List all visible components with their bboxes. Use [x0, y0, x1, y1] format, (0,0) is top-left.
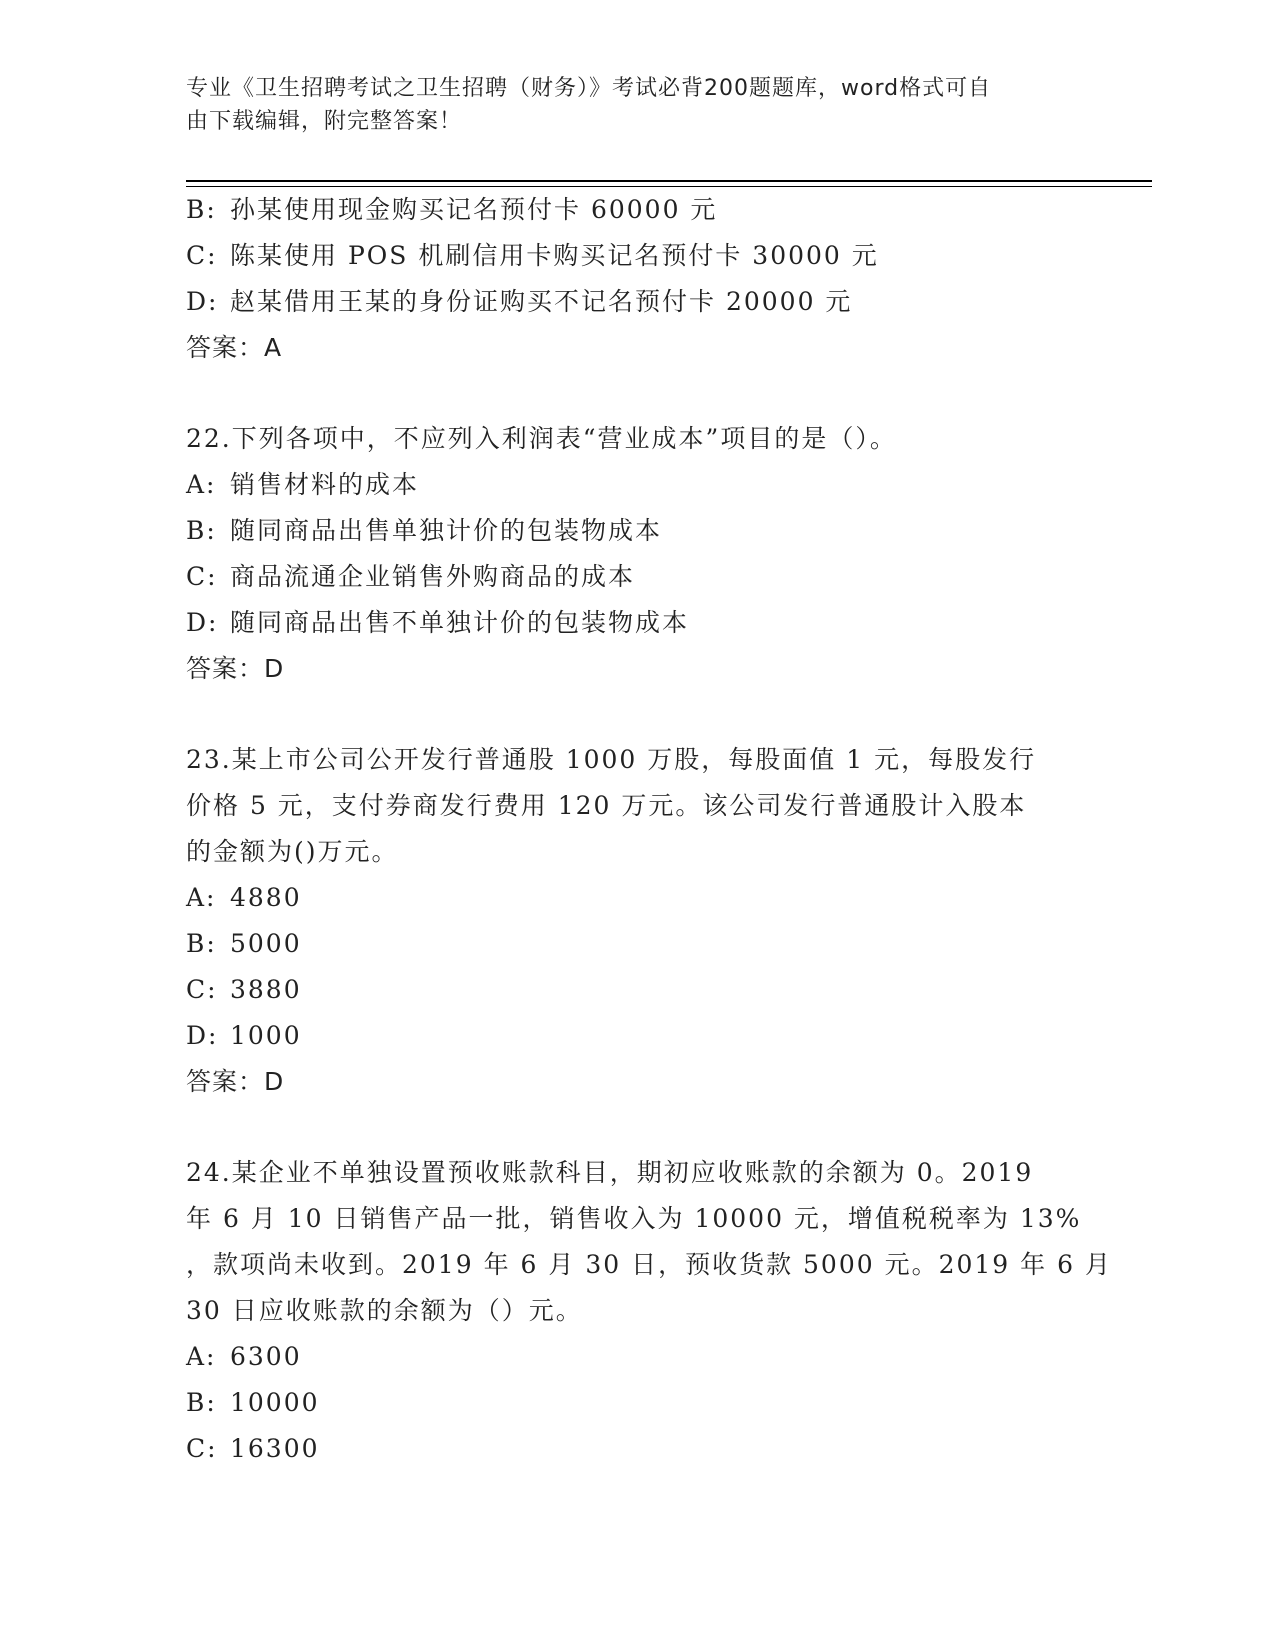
option-c	[186, 1426, 1066, 1472]
option-text: 随同商品出售不单独计价的包装物成本	[230, 608, 690, 637]
option-text: 销售材料的成本	[230, 470, 420, 499]
option-label: C:	[186, 975, 218, 1004]
question-stem: 22.下列各项中，不应列入利润表“营业成本”项目的是（）。	[186, 424, 897, 453]
option-d	[186, 279, 1066, 325]
question-stem-line: 年 6 月 10 日销售产品一批，销售收入为 10000 元，增值税税率为 13%	[186, 1204, 1082, 1233]
spacer	[186, 1105, 1066, 1150]
option-text: 3880	[230, 975, 302, 1004]
option-label: A:	[186, 1342, 217, 1371]
option-a	[186, 462, 1066, 508]
option-label: C:	[186, 1434, 218, 1463]
answer-line: 答案：D	[186, 1067, 285, 1096]
option-label: B:	[186, 1388, 217, 1417]
answer-line: 答案：A	[186, 333, 283, 362]
question-block-21	[186, 187, 1066, 371]
option-text: 4880	[230, 883, 302, 912]
option-c	[186, 967, 1066, 1013]
option-a	[186, 875, 1066, 921]
option-d	[186, 1013, 1066, 1059]
option-text: 孙某使用现金购买记名预付卡 60000 元	[230, 195, 718, 224]
option-label: D:	[186, 1021, 219, 1050]
option-label: A:	[186, 470, 217, 499]
option-c	[186, 233, 1066, 279]
question-stem-line: 24.某企业不单独设置预收账款科目，期初应收账款的余额为 0。2019	[186, 1158, 1034, 1187]
option-label: B:	[186, 929, 217, 958]
question-stem-line: 的金额为()万元。	[186, 837, 399, 866]
question-block-23	[186, 737, 1066, 1105]
header-line-2: 由下载编辑，附完整答案！	[186, 109, 463, 134]
option-b	[186, 1380, 1066, 1426]
question-block-22	[186, 416, 1066, 692]
option-text: 随同商品出售单独计价的包装物成本	[230, 516, 663, 545]
option-label: C:	[186, 562, 218, 591]
option-b	[186, 508, 1066, 554]
option-a	[186, 1334, 1066, 1380]
option-text: 1000	[230, 1021, 302, 1050]
option-text: 商品流通企业销售外购商品的成本	[230, 562, 636, 591]
option-text: 10000	[230, 1388, 320, 1417]
option-text: 5000	[230, 929, 302, 958]
option-label: B:	[186, 516, 217, 545]
option-text: 陈某使用 POS 机刷信用卡购买记名预付卡 30000 元	[230, 241, 879, 270]
question-stem-line: 30 日应收账款的余额为（）元。	[186, 1296, 583, 1325]
option-text: 赵某借用王某的身份证购买不记名预付卡 20000 元	[230, 287, 853, 316]
option-text: 16300	[230, 1434, 320, 1463]
option-b	[186, 921, 1066, 967]
header-rule-thick	[186, 180, 1152, 182]
option-label: D:	[186, 287, 219, 316]
question-list	[186, 187, 1112, 1472]
question-block-24	[186, 1150, 1112, 1472]
option-b	[186, 187, 1066, 233]
option-label: D:	[186, 608, 219, 637]
document-header	[186, 72, 1066, 138]
spacer	[186, 371, 1066, 416]
option-c	[186, 554, 1066, 600]
option-label: C:	[186, 241, 218, 270]
option-d	[186, 600, 1066, 646]
header-line-1: 专业《卫生招聘考试之卫生招聘（财务）》考试必背200题题库，word格式可自	[186, 76, 992, 101]
option-label: B:	[186, 195, 217, 224]
option-text: 6300	[230, 1342, 302, 1371]
question-stem-line: 23.某上市公司公开发行普通股 1000 万股，每股面值 1 元，每股发行	[186, 745, 1037, 774]
question-stem-line: ，款项尚未收到。2019 年 6 月 30 日，预收货款 5000 元。2019 年 6 月	[186, 1250, 1112, 1279]
answer-line: 答案：D	[186, 654, 285, 683]
spacer	[186, 692, 1066, 737]
question-stem-line: 价格 5 元，支付券商发行费用 120 万元。该公司发行普通股计入股本	[186, 791, 1027, 820]
option-label: A:	[186, 883, 217, 912]
